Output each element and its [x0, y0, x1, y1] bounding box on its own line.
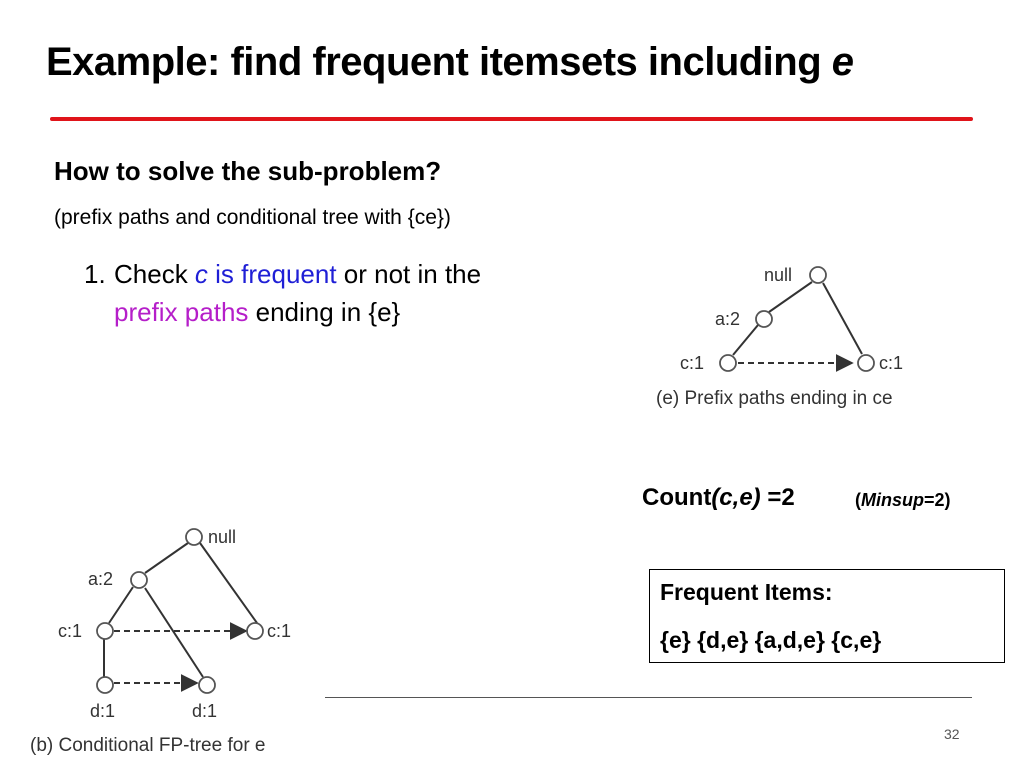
subheading: How to solve the sub-problem? — [54, 156, 442, 186]
step-text-ending: ending in {e} — [248, 297, 401, 327]
node-c-right-label: c:1 — [879, 353, 904, 373]
slide-title — [46, 40, 854, 85]
edge-null-a — [769, 282, 812, 312]
minsup-label: Minsup — [861, 490, 924, 510]
node-null-label: null — [764, 265, 793, 285]
step-text-or-not: or not in the — [336, 259, 482, 289]
minsup-open: ( — [855, 490, 861, 510]
minsup-value: =2) — [924, 490, 951, 510]
step-number: 1. — [84, 259, 106, 289]
page-number: 32 — [944, 726, 960, 742]
node-c-right — [858, 355, 874, 371]
conditional-diagram-caption: (b) Conditional FP-tree for e — [30, 735, 266, 756]
node-d-left-label: d:1 — [90, 701, 116, 721]
step-item-c: c — [194, 259, 208, 289]
edge-null-a — [145, 543, 188, 573]
conditional-fp-tree-diagram — [20, 515, 330, 765]
count-result — [642, 484, 795, 512]
node-d-right — [199, 677, 215, 693]
slide-title-text: Example: find frequent itemsets including — [46, 40, 832, 84]
node-c-right — [247, 623, 263, 639]
node-a-label: a:2 — [88, 569, 114, 589]
count-value: =2 — [760, 484, 795, 511]
prefix-diagram-caption: (e) Prefix paths ending in ce — [656, 388, 893, 409]
title-underline — [50, 117, 973, 121]
edge-a-c — [109, 587, 133, 623]
edge-a-d — [145, 588, 203, 677]
edge-null-c — [200, 543, 257, 623]
count-label: Count — [642, 484, 712, 511]
prefix-paths-diagram — [640, 255, 940, 425]
frequent-items-list: {e} {d,e} {a,d,e} {c,e} — [660, 627, 882, 653]
step-1 — [84, 255, 481, 331]
node-c-left — [720, 355, 736, 371]
frequent-items-box — [649, 569, 1005, 663]
node-null — [186, 529, 202, 545]
step-highlight-frequent: is frequent — [207, 259, 337, 289]
subnote: (prefix paths and conditional tree with {ce}) — [54, 206, 451, 229]
step-1-line-2 — [84, 293, 481, 331]
node-c-right-label: c:1 — [267, 621, 292, 641]
footer-divider — [325, 697, 972, 698]
node-a-label: a:2 — [715, 309, 741, 329]
edge-null-c — [823, 283, 862, 354]
node-c-left-label: c:1 — [58, 621, 83, 641]
slide-title-item: e — [831, 40, 854, 84]
frequent-items-title: Frequent Items: — [660, 579, 833, 605]
edge-a-c — [733, 325, 758, 355]
node-d-left — [97, 677, 113, 693]
node-c-left — [97, 623, 113, 639]
step-text-check: Check — [114, 259, 195, 289]
minsup-note — [855, 490, 951, 511]
node-null — [810, 267, 826, 283]
node-null-label: null — [208, 527, 237, 547]
node-a — [131, 572, 147, 588]
step-1-line-1 — [84, 255, 481, 293]
node-d-right-label: d:1 — [192, 701, 218, 721]
node-a — [756, 311, 772, 327]
step-highlight-prefix-paths: prefix paths — [114, 297, 249, 327]
count-args: (c,e) — [711, 484, 761, 511]
node-c-left-label: c:1 — [680, 353, 705, 373]
